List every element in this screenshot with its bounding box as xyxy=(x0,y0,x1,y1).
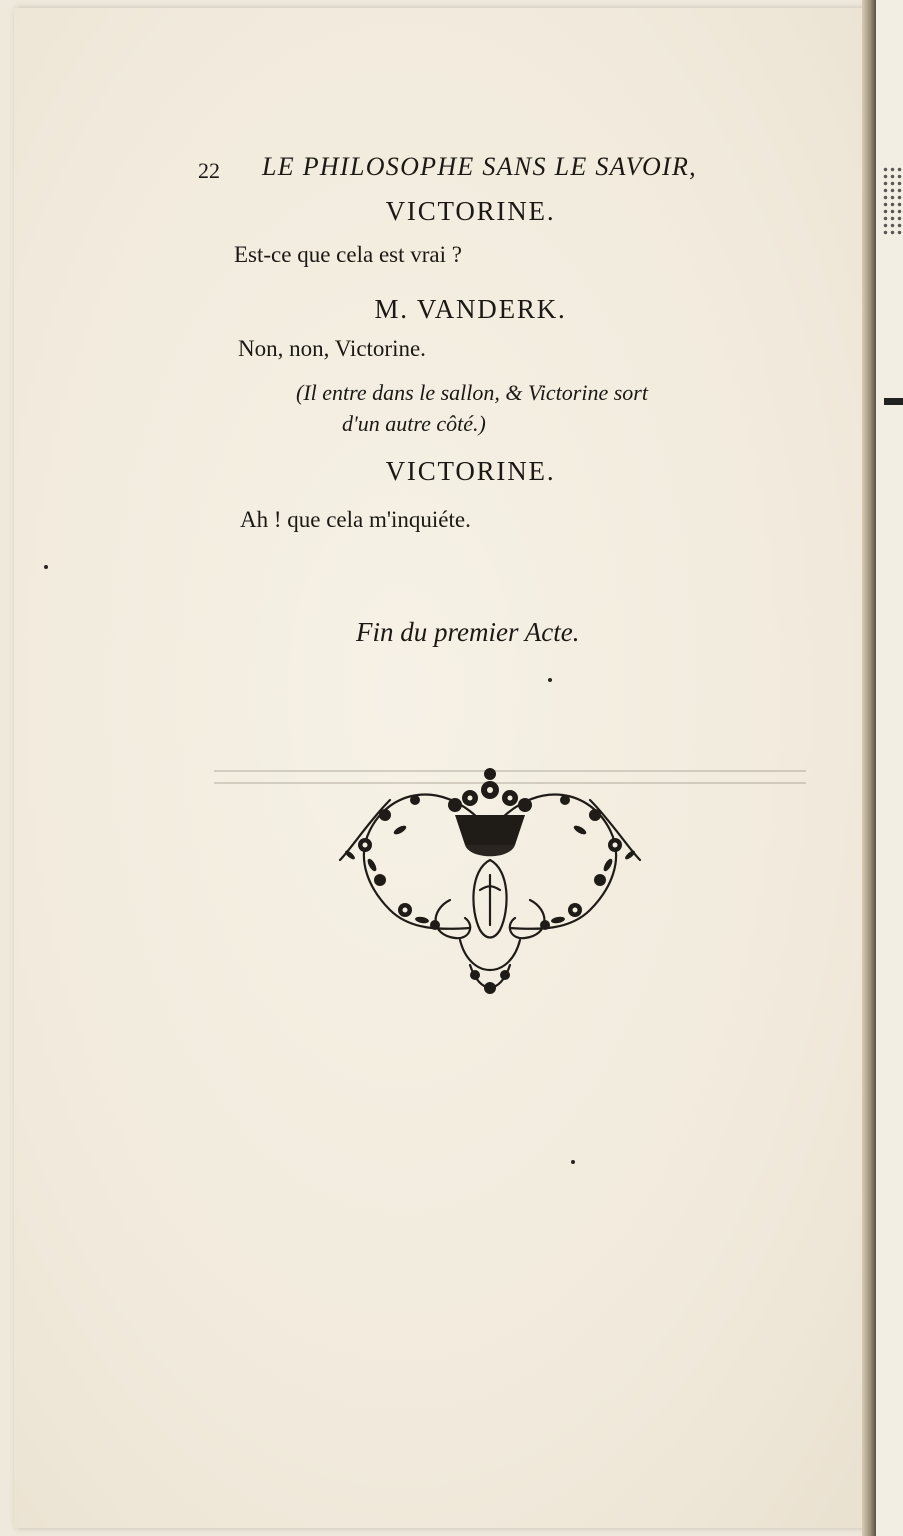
running-head: LE PHILOSOPHE SANS LE SAVOIR, xyxy=(262,152,697,181)
stage-direction: (Il entre dans le sallon, & Victorine sort xyxy=(296,380,648,405)
page-number: 22 xyxy=(198,158,220,183)
adjacent-rule xyxy=(884,398,903,405)
book-gutter xyxy=(862,0,876,1536)
speaker-name: M. VANDERK. xyxy=(374,294,567,324)
ink-speck xyxy=(571,1160,575,1164)
ink-speck xyxy=(548,678,552,682)
dialogue-line: Est-ce que cela est vrai ? xyxy=(234,242,462,267)
dialogue-line: Non, non, Victorine. xyxy=(238,336,426,361)
ink-speck xyxy=(44,565,48,569)
stage-direction: d'un autre côté.) xyxy=(342,411,486,436)
adjacent-page-edge xyxy=(876,0,903,1536)
speaker-name: VICTORINE. xyxy=(385,196,556,226)
dialogue-line: Ah ! que cela m'inquiéte. xyxy=(240,507,471,532)
act-end-title: Fin du premier Acte. xyxy=(356,617,580,647)
floral-crown-monogram-icon xyxy=(330,760,650,1020)
speaker-name: VICTORINE. xyxy=(385,456,556,486)
